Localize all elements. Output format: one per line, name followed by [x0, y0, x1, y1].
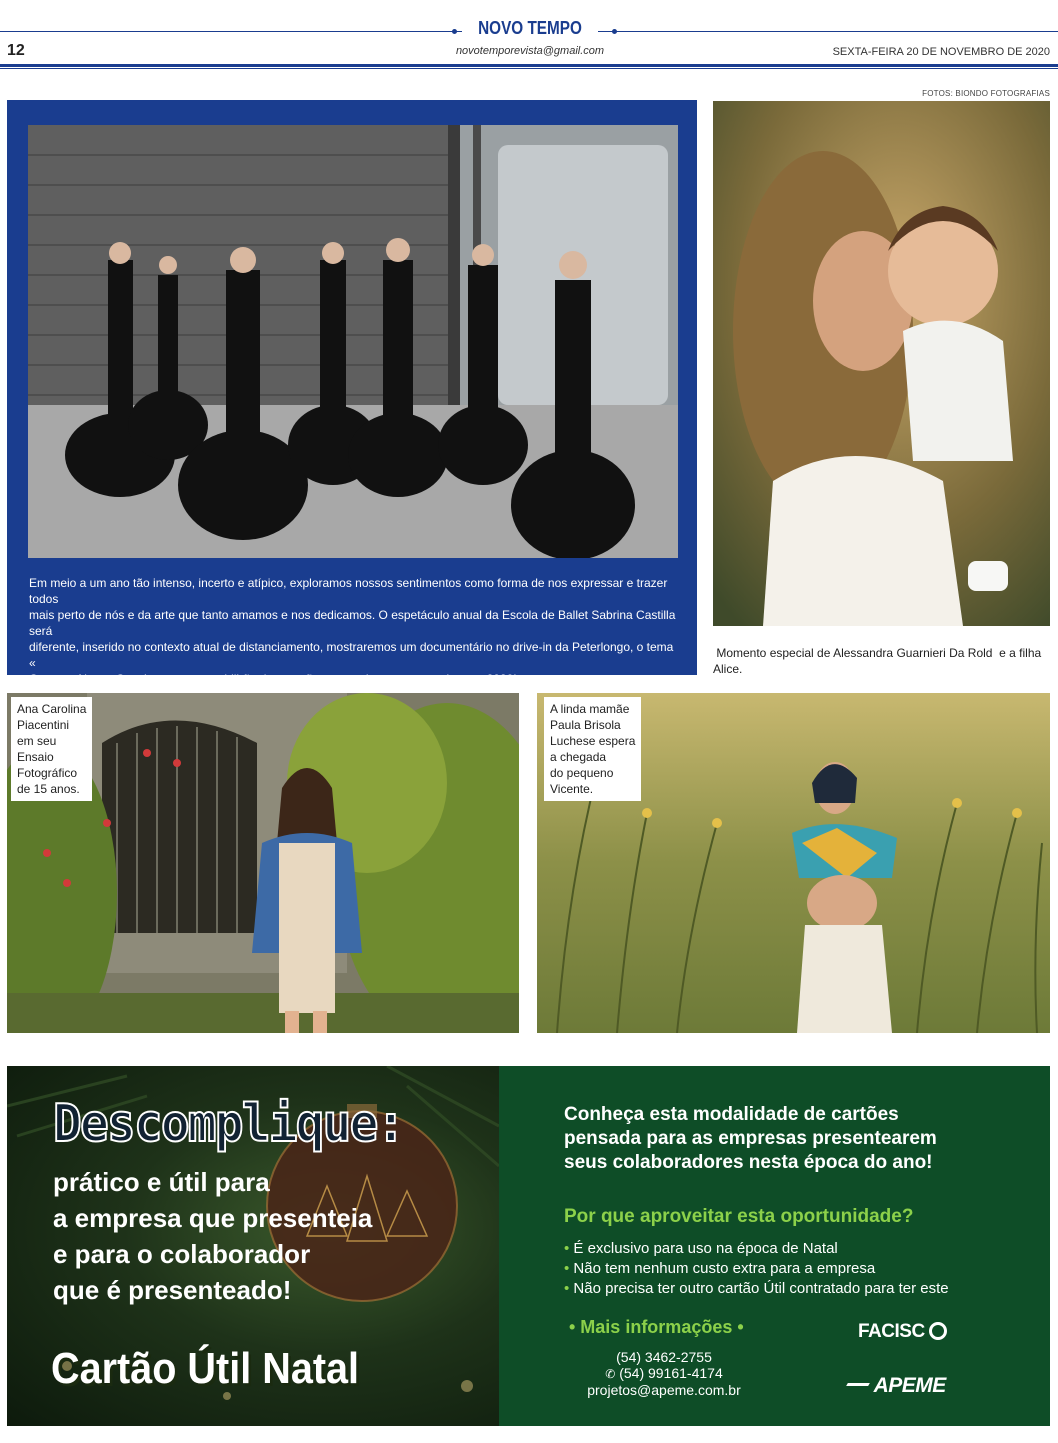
cartao-util-natal-ad [7, 1066, 1050, 1426]
whatsapp-icon: ✆ [605, 1367, 616, 1381]
mother-photo-illustration [713, 101, 1050, 626]
label-line: em seu [17, 734, 57, 748]
ballet-photo-illustration [28, 125, 678, 558]
whatsapp-number: (54) 99161-4174 [619, 1365, 723, 1381]
masthead-dot-right [612, 29, 617, 34]
masthead: NOVO TEMPO [462, 18, 598, 39]
ad-left-panel [7, 1066, 499, 1426]
email-address[interactable]: projetos@apeme.com.br [587, 1382, 741, 1398]
benefit-item: • É exclusivo para uso na época de Natal [564, 1239, 949, 1259]
facisc-logo-text: FACISC [858, 1321, 925, 1342]
masthead-dot-left [452, 29, 457, 34]
label-line: Vicente. [550, 782, 594, 796]
label-line: Luchese espera [550, 734, 636, 748]
ad-headline: Descomplique: [53, 1094, 404, 1154]
mother-caption [713, 645, 1053, 677]
paula-label [544, 697, 641, 801]
contact-email: novotemporevista@gmail.com [455, 45, 605, 57]
caption-line: Em meio a um ano tão intenso, incerto e atípico, exploramos nossos sentimentos como forma de nos expressar e trazer todos [29, 576, 668, 606]
apeme-logo-text: APEME [873, 1374, 946, 1397]
label-line: a chegada [550, 750, 607, 764]
contact-block [569, 1349, 759, 1398]
subheadline-line: a empresa que presenteia [53, 1203, 373, 1233]
ballet-caption [29, 575, 679, 703]
caption-line: diferente, inserido no contexto atual de distanciamento, mostraremos um documentário no drive-in da Peterlongo, o tema « [29, 640, 674, 670]
apeme-swoosh-icon [846, 1383, 870, 1386]
facisc-emblem-icon [929, 1322, 947, 1340]
label-line: do pequeno [550, 766, 614, 780]
phone-number[interactable]: (54) 3462-2755 [616, 1349, 712, 1365]
ad-intro [564, 1103, 1004, 1175]
mother-daughter-photo [713, 101, 1050, 626]
ad-right-panel [499, 1066, 1050, 1426]
carolina-label [11, 697, 92, 801]
caption-line: Momento especial de Alessandra Guarnieri Da Rold e a filha [713, 646, 1042, 660]
subheadline-line: prático e útil para [53, 1167, 270, 1197]
whatsapp-line[interactable] [569, 1365, 759, 1382]
label-line: Fotográfico [17, 766, 78, 780]
facisc-logo [858, 1321, 947, 1343]
label-line: de 15 anos. [17, 782, 80, 796]
more-info-heading: • Mais informações • [569, 1317, 744, 1337]
caption-line: mais perto de nós e da arte que tanto amamos e nos dedicamos. O espetáculo anual da Escola de Ballet Sabrina Castilla será [29, 608, 676, 638]
issue-date: SEXTA-FEIRA 20 DE NOVEMBRO DE 2020 [832, 46, 1050, 58]
label-line: A linda mamãe [550, 702, 630, 716]
photo-credit: FOTOS: BIONDO FOTOGRAFIAS [922, 89, 1050, 98]
ad-subheadline [53, 1164, 372, 1308]
label-line: Ana Carolina [17, 702, 87, 716]
ad-benefits-list [564, 1239, 949, 1299]
benefit-item: • Não tem nenhum custo extra para a empresa [564, 1259, 949, 1279]
label-line: Paula Brisola [550, 718, 621, 732]
ballet-dancers-photo [28, 125, 678, 558]
intro-line: Conheça esta modalidade de cartões [564, 1104, 899, 1125]
subheadline-line: e para o colaborador [53, 1239, 311, 1269]
product-name: Cartão Útil Natal [51, 1344, 360, 1393]
intro-line: pensada para as empresas presentearem [564, 1128, 937, 1149]
label-line: Piacentini [17, 718, 70, 732]
caption-line: Alice. [713, 662, 743, 676]
apeme-logo [847, 1374, 946, 1398]
caption-line: Corpo.... Nossa Casa! » mostra o turbilhão de emoções que todos passamos durante 2020! [29, 672, 517, 686]
header-bottom-rule-thin [0, 68, 1058, 69]
page-number: 12 [7, 42, 25, 59]
label-line: Ensaio [17, 750, 54, 764]
header-bottom-rule [0, 64, 1058, 67]
subheadline-line: que é presenteado! [53, 1275, 292, 1305]
intro-line: seus colaboradores nesta época do ano! [564, 1152, 933, 1173]
ballet-panel [7, 100, 697, 686]
ad-question: Por que aproveitar esta oportunidade? [564, 1206, 914, 1227]
benefit-item: • Não precisa ter outro cartão Útil contratado para ter este [564, 1279, 949, 1299]
